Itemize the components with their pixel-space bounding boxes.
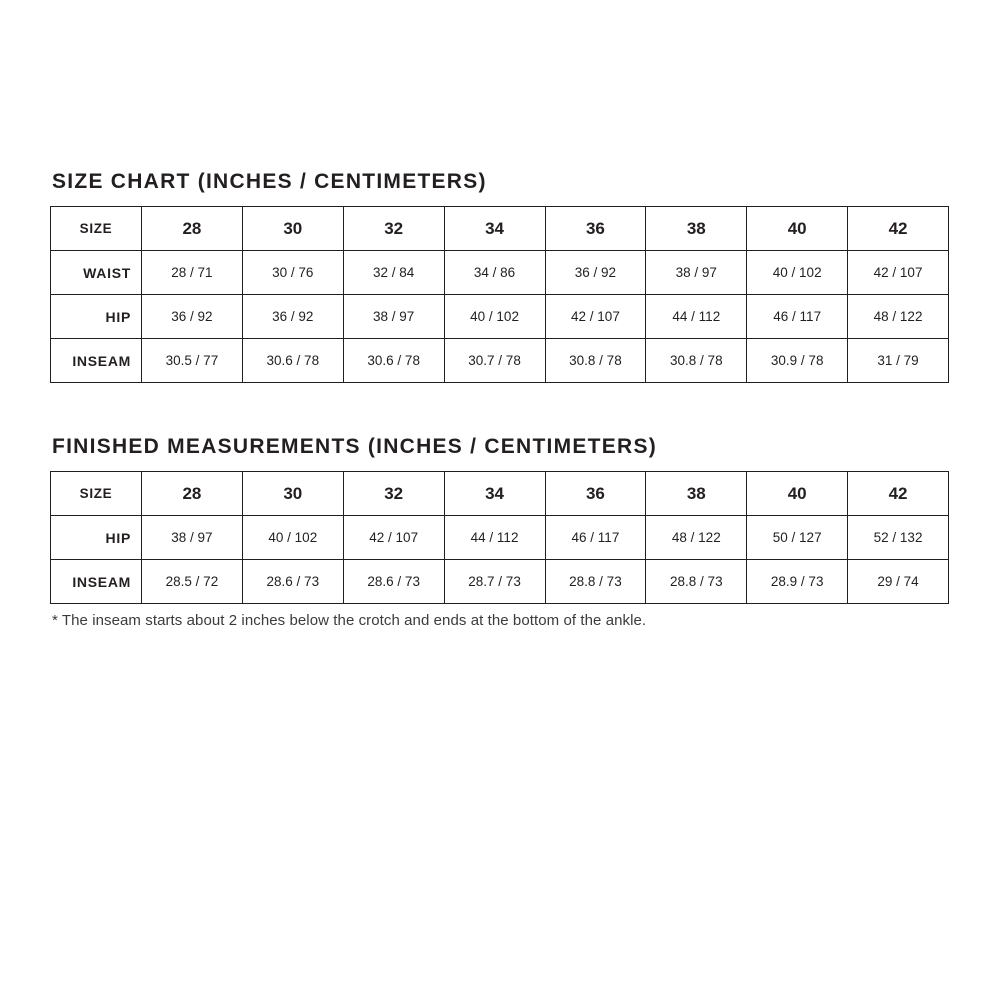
table-cell: 46 / 117: [747, 295, 848, 339]
row-header: INSEAM: [51, 339, 142, 383]
table-cell: 28.6 / 73: [343, 560, 444, 604]
table-cell: 42 / 107: [343, 516, 444, 560]
table-row: [51, 251, 949, 295]
column-header: 38: [646, 472, 747, 516]
size-chart-table: [50, 206, 949, 383]
column-header: 42: [848, 472, 949, 516]
table-cell: 36 / 92: [142, 295, 243, 339]
table-cell: 42 / 107: [848, 251, 949, 295]
table-cell: 44 / 112: [444, 516, 545, 560]
column-header: 28: [142, 472, 243, 516]
table-cell: 30 / 76: [242, 251, 343, 295]
table-cell: 28.8 / 73: [545, 560, 646, 604]
column-header: 40: [747, 472, 848, 516]
table-cell: 30.5 / 77: [142, 339, 243, 383]
row-header: INSEAM: [51, 560, 142, 604]
table-cell: 48 / 122: [646, 516, 747, 560]
table-row: [51, 516, 949, 560]
table-cell: 30.6 / 78: [343, 339, 444, 383]
column-header: 30: [242, 472, 343, 516]
column-header: 28: [142, 207, 243, 251]
table-cell: 40 / 102: [747, 251, 848, 295]
table-cell: 44 / 112: [646, 295, 747, 339]
table-cell: 46 / 117: [545, 516, 646, 560]
table-cell: 50 / 127: [747, 516, 848, 560]
table-cell: 31 / 79: [848, 339, 949, 383]
table-cell: 28.6 / 73: [242, 560, 343, 604]
table-row: [51, 560, 949, 604]
column-header: 42: [848, 207, 949, 251]
table-header-row: [51, 207, 949, 251]
column-header: 32: [343, 207, 444, 251]
table-corner-label: SIZE: [51, 207, 142, 251]
table-cell: 36 / 92: [545, 251, 646, 295]
section-spacer: [50, 383, 950, 435]
table-cell: 28 / 71: [142, 251, 243, 295]
table-cell: 36 / 92: [242, 295, 343, 339]
column-header: 36: [545, 472, 646, 516]
table-cell: 38 / 97: [142, 516, 243, 560]
table-cell: 30.8 / 78: [545, 339, 646, 383]
column-header: 36: [545, 207, 646, 251]
size-chart-document: [50, 170, 950, 629]
inseam-footnote: * The inseam starts about 2 inches below the crotch and ends at the bottom of the ankle.: [52, 612, 647, 629]
table-header-row: [51, 472, 949, 516]
table-cell: 29 / 74: [848, 560, 949, 604]
table-cell: 48 / 122: [848, 295, 949, 339]
table-cell: 38 / 97: [343, 295, 444, 339]
table-cell: 30.7 / 78: [444, 339, 545, 383]
table-corner-label: SIZE: [51, 472, 142, 516]
table-cell: 30.6 / 78: [242, 339, 343, 383]
row-header: HIP: [51, 516, 142, 560]
column-header: 34: [444, 472, 545, 516]
row-header: WAIST: [51, 251, 142, 295]
table-cell: 28.8 / 73: [646, 560, 747, 604]
table-cell: 34 / 86: [444, 251, 545, 295]
column-header: 34: [444, 207, 545, 251]
table-cell: 30.8 / 78: [646, 339, 747, 383]
column-header: 38: [646, 207, 747, 251]
table-cell: 30.9 / 78: [747, 339, 848, 383]
table-cell: 28.7 / 73: [444, 560, 545, 604]
table-cell: 52 / 132: [848, 516, 949, 560]
table-row: [51, 295, 949, 339]
table-cell: 28.9 / 73: [747, 560, 848, 604]
table-cell: 28.5 / 72: [142, 560, 243, 604]
table-row: [51, 339, 949, 383]
table-cell: 38 / 97: [646, 251, 747, 295]
column-header: 32: [343, 472, 444, 516]
column-header: 30: [242, 207, 343, 251]
table-cell: 40 / 102: [242, 516, 343, 560]
row-header: HIP: [51, 295, 142, 339]
finished-measurements-title: FINISHED MEASUREMENTS (INCHES / CENTIMETERS): [52, 435, 657, 458]
table-cell: 40 / 102: [444, 295, 545, 339]
column-header: 40: [747, 207, 848, 251]
table-cell: 42 / 107: [545, 295, 646, 339]
finished-measurements-table: [50, 471, 949, 604]
size-chart-title: SIZE CHART (INCHES / CENTIMETERS): [52, 170, 487, 193]
table-cell: 32 / 84: [343, 251, 444, 295]
